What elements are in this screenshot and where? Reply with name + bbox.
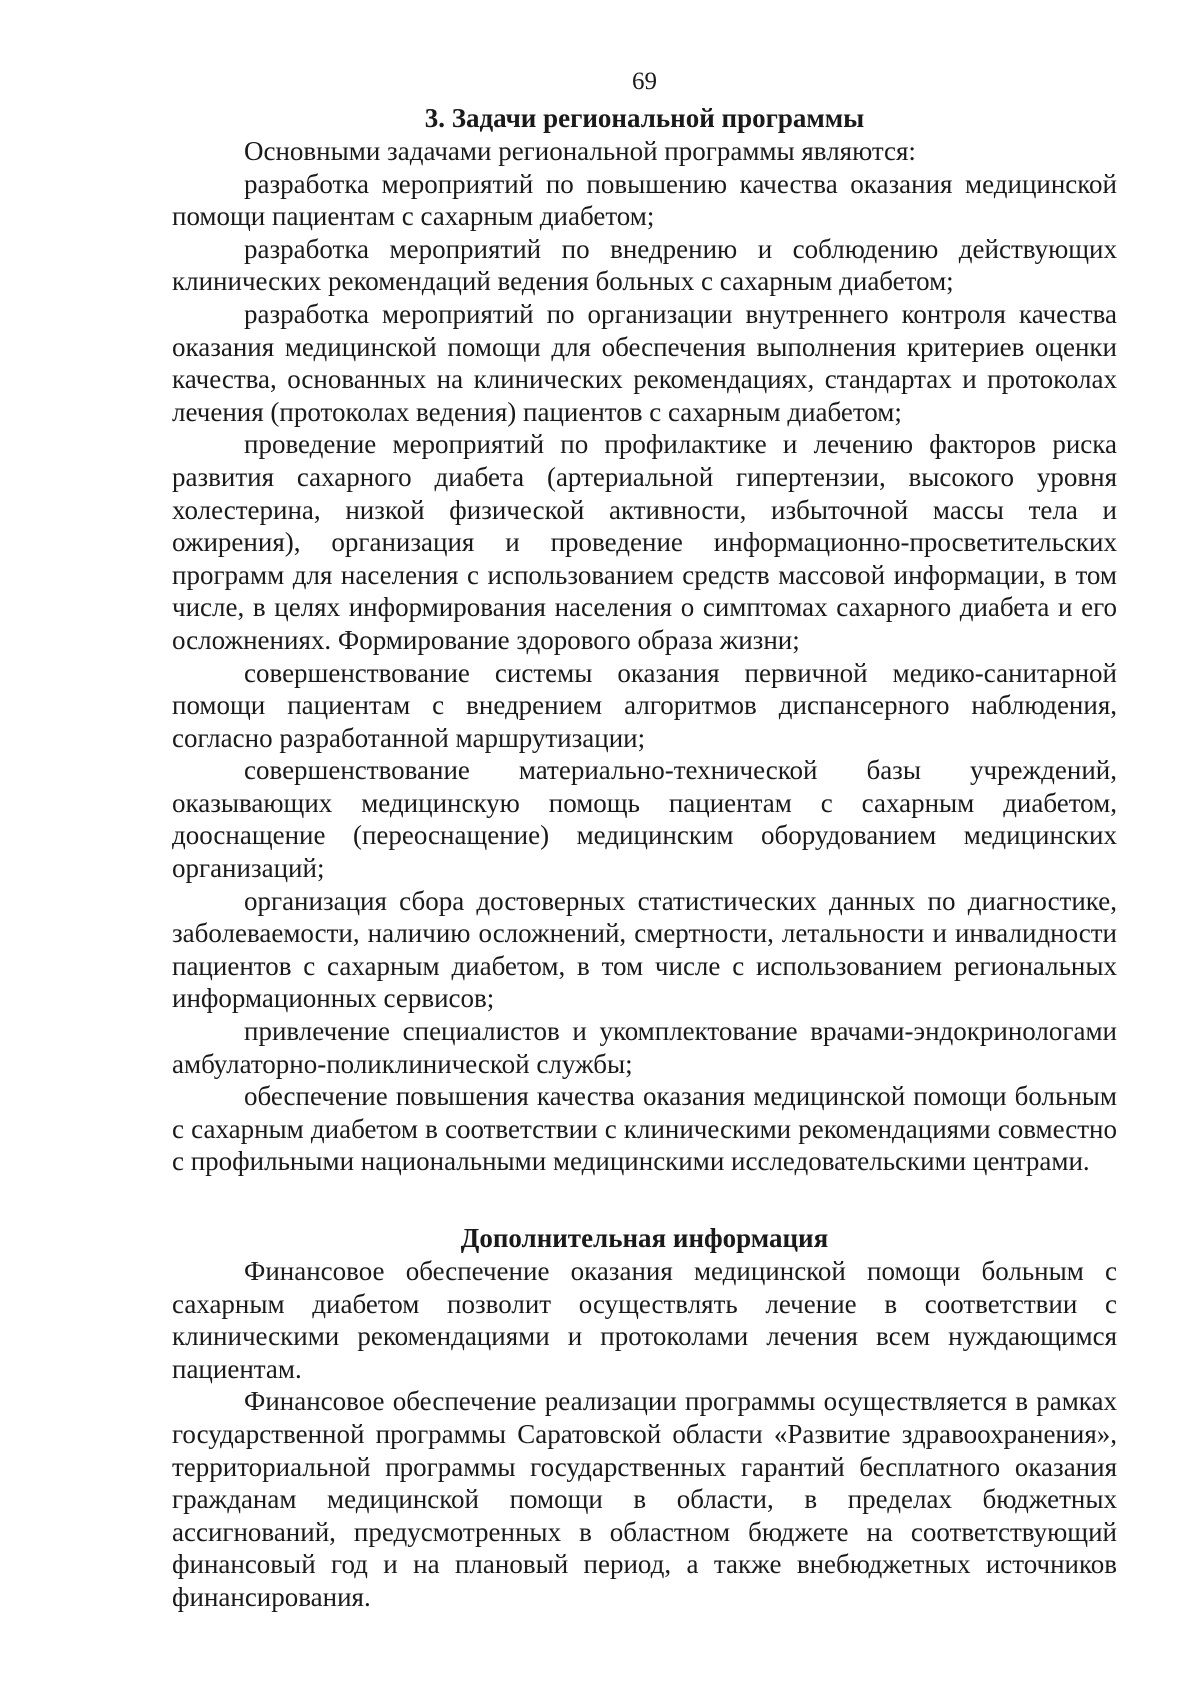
paragraph: разработка мероприятий по внедрению и соблюдению действующих клинических рекомендаций ведения больных с сахарным диабетом;	[172, 233, 1117, 297]
paragraph: организация сбора достоверных статистических данных по диагностике, заболеваемости, наличию осложнений, смертности, летальности и инвалидности пациентов с сахарным диабетом, в том числе с использованием региональных информационных сервисов;	[172, 885, 1117, 1014]
paragraph: совершенствование материально-технической базы учреждений, оказывающих медицинскую помощь пациентам с сахарным диабетом, дооснащение (переоснащение) медицинским оборудованием медицинских организаций;	[172, 755, 1117, 884]
section-tasks-body	[172, 135, 1117, 1178]
paragraph: Основными задачами региональной программы являются:	[244, 136, 916, 166]
section-title-additional-info: Дополнительная информация	[460, 1223, 829, 1253]
paragraph: проведение мероприятий по профилактике и лечению факторов риска развития сахарного диабета (артериальной гипертензии, высокого уровня холестерина, низкой физической активности, избыточной массы тела и ожирения), организация и проведение информационно-просветительских программ для населения с использованием средств массовой информации, в том числе, в целях информирования населения о симптомах сахарного диабета и его осложнениях. Формирование здорового образа жизни;	[172, 429, 1117, 655]
paragraph: совершенствование системы оказания первичной медико-санитарной помощи пациентам с внедрением алгоритмов диспансерного наблюдения, согласно разработанной маршрутизации;	[172, 657, 1117, 753]
paragraph: обеспечение повышения качества оказания медицинской помощи больным с сахарным диабетом в соответствии с клиническими рекомендациями совместно с профильными национальными медицинскими исследовательскими центрами.	[172, 1081, 1117, 1177]
document-page	[172, 62, 1117, 1614]
section-spacer	[172, 1178, 1117, 1222]
paragraph: привлечение специалистов и укомплектование врачами-эндокринологами амбулаторно-поликлинической службы;	[172, 1016, 1117, 1079]
section-title-tasks: 3. Задачи региональной программы	[424, 103, 865, 133]
paragraph: Финансовое обеспечение реализации программы осуществляется в рамках государственной программы Саратовской области «Развитие здравоохранения», территориальной программы государственных гарантий бесплатного оказания гражданам медицинской помощи в области, в пределах бюджетных ассигнований, предусмотренных в областном бюджете на соответствующий финансовый год и на плановый период, а также внебюджетных источников финансирования.	[172, 1386, 1117, 1612]
paragraph: разработка мероприятий по организации внутреннего контроля качества оказания медицинской помощи для обеспечения выполнения критериев оценки качества, основанных на клинических рекомендациях, стандартах и протоколах лечения (протоколах ведения) пациентов с сахарным диабетом;	[172, 298, 1117, 427]
paragraph: Финансовое обеспечение оказания медицинской помощи больным с сахарным диабетом позволит осуществлять лечение в соответствии с клиническими рекомендациями и протоколами лечения всем нуждающимся пациентам.	[172, 1256, 1117, 1384]
section-additional-info-body	[172, 1255, 1117, 1614]
page-number: 69	[632, 68, 657, 95]
paragraph: разработка мероприятий по повышению качества оказания медицинской помощи пациентам с сахарным диабетом;	[172, 168, 1117, 232]
